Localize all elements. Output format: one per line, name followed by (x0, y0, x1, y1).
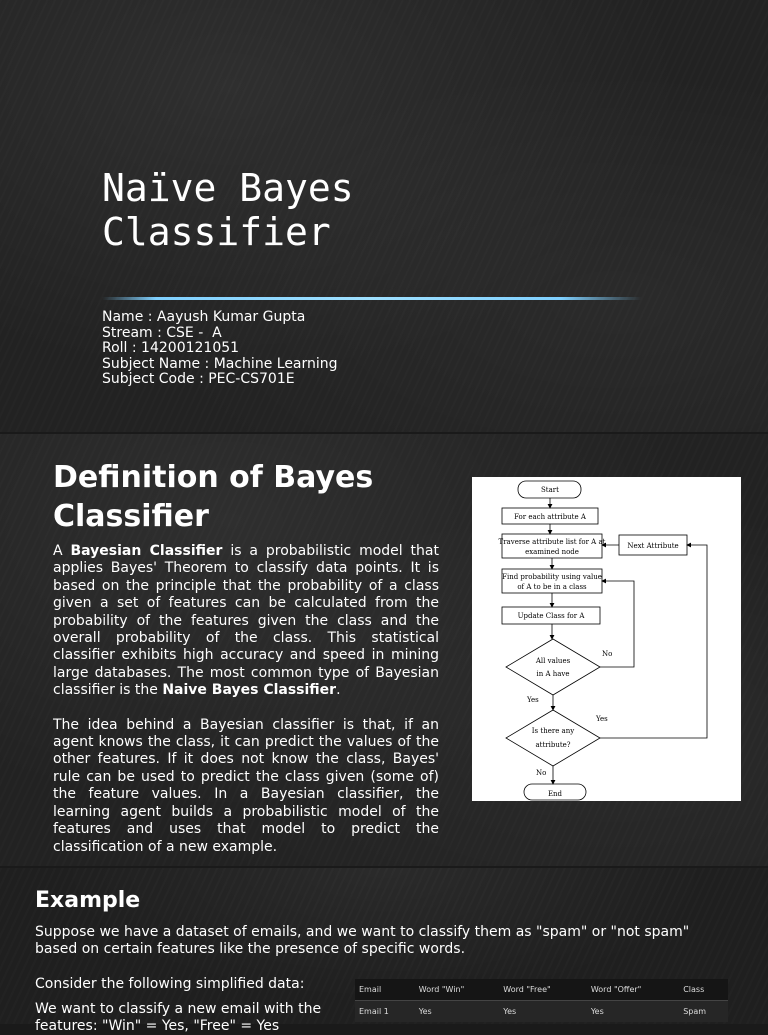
flow-text-d2a: Is there any (531, 727, 575, 735)
flow-text-d2b: attribute? (535, 741, 571, 749)
definition-heading: Definition of Bayes Classifier (53, 460, 374, 534)
p1-text-c: . (336, 682, 341, 699)
table-header-cell: Class (679, 979, 728, 1001)
info-subject-code: Subject Code : PEC-CS701E (102, 371, 295, 388)
example-paragraph: Suppose we have a dataset of emails, and we want to classify them as "spam" or "not spam" based on certain features like the presence of specific words. (35, 924, 690, 957)
flow-text-step1: For each attribute A (514, 513, 586, 521)
flow-text-step3a: Find probability using value (502, 573, 602, 581)
flow-text-start: Start (541, 486, 559, 494)
flow-decision-all-values (506, 639, 600, 695)
info-stream: Stream : CSE - A (102, 324, 222, 341)
table-row (355, 1001, 728, 1023)
definition-paragraph-2: The idea behind a Bayesian classifier is that, if an agent knows the class, it can predict the values of the other features. If it does not know the class, Bayes' rule can be used to predict the class given (some of) the feature values. In a Bayesian classifier, the learning agent builds a probabilistic model of the features and uses that model to predict the classification of a new example. (53, 716, 439, 855)
table-header-cell: Word "Offer" (587, 979, 679, 1001)
flow-text-yes2: Yes (596, 715, 608, 723)
info-roll: Roll : 14200121051 (102, 340, 240, 357)
flowchart-image (472, 477, 741, 801)
info-subject-name: Subject Name : Machine Learning (102, 355, 338, 372)
p1-text-b: is a probabilistic model that applies Bayes' Theorem to classify data points. It is based on the principle that the probability of a class given a set of features can be calculated from the probability of the features given the class and the overall probability of the class. This statistical classifier exhibits high accuracy and speed in mining large databases. The most common type of Bayesian classifier is the (53, 543, 439, 699)
flow-text-step2a: Traverse attribute list for A at (498, 538, 606, 546)
author-info (102, 310, 338, 388)
example-new-email: We want to classify a new email with the features: "Win" = Yes, "Free" = Yes (35, 1001, 322, 1034)
example-table (355, 979, 728, 1022)
example-heading: Example (35, 888, 141, 913)
presentation-title: Naïve Bayes Classifier (102, 166, 354, 254)
table-header-cell: Word "Win" (415, 979, 500, 1001)
flow-text-end: End (547, 790, 563, 798)
info-name: Name : Aayush Kumar Gupta (102, 309, 306, 325)
table-header-cell: Email (355, 979, 415, 1001)
definition-paragraph-1 (53, 543, 439, 700)
table-header-row (355, 979, 728, 1001)
flow-text-yes1: Yes (527, 696, 539, 704)
flow-text-step3b: of A to be in a class (517, 583, 587, 591)
table-header-cell: Word "Free" (499, 979, 587, 1001)
table-cell: Email 1 (355, 1001, 415, 1023)
flow-text-next-attr: Next Attribute (627, 542, 679, 550)
p1-bold-bayesian-classifier: Bayesian Classifier (70, 543, 223, 559)
title-slide (0, 0, 768, 432)
example-data-intro: Consider the following simplified data: (35, 976, 305, 992)
flow-text-step2b: examined node (525, 548, 579, 556)
flow-text-d1b: in A have (536, 670, 570, 678)
flow-decision-any-attribute (506, 710, 600, 766)
table-cell: Yes (499, 1001, 587, 1023)
table-cell: Spam (679, 1001, 728, 1023)
p1-text-a: A (53, 543, 71, 559)
p1-bold-naive-bayes: Naive Bayes Classifier (162, 682, 337, 699)
definition-body (53, 543, 439, 865)
flow-text-d1a: All values (535, 657, 571, 665)
title-divider (102, 297, 642, 300)
flow-text-step4: Update Class for A (517, 612, 585, 620)
flow-text-no1: No (602, 650, 613, 658)
flow-text-no2: No (536, 769, 547, 777)
table-cell: Yes (415, 1001, 500, 1023)
table-cell: Yes (587, 1001, 679, 1023)
